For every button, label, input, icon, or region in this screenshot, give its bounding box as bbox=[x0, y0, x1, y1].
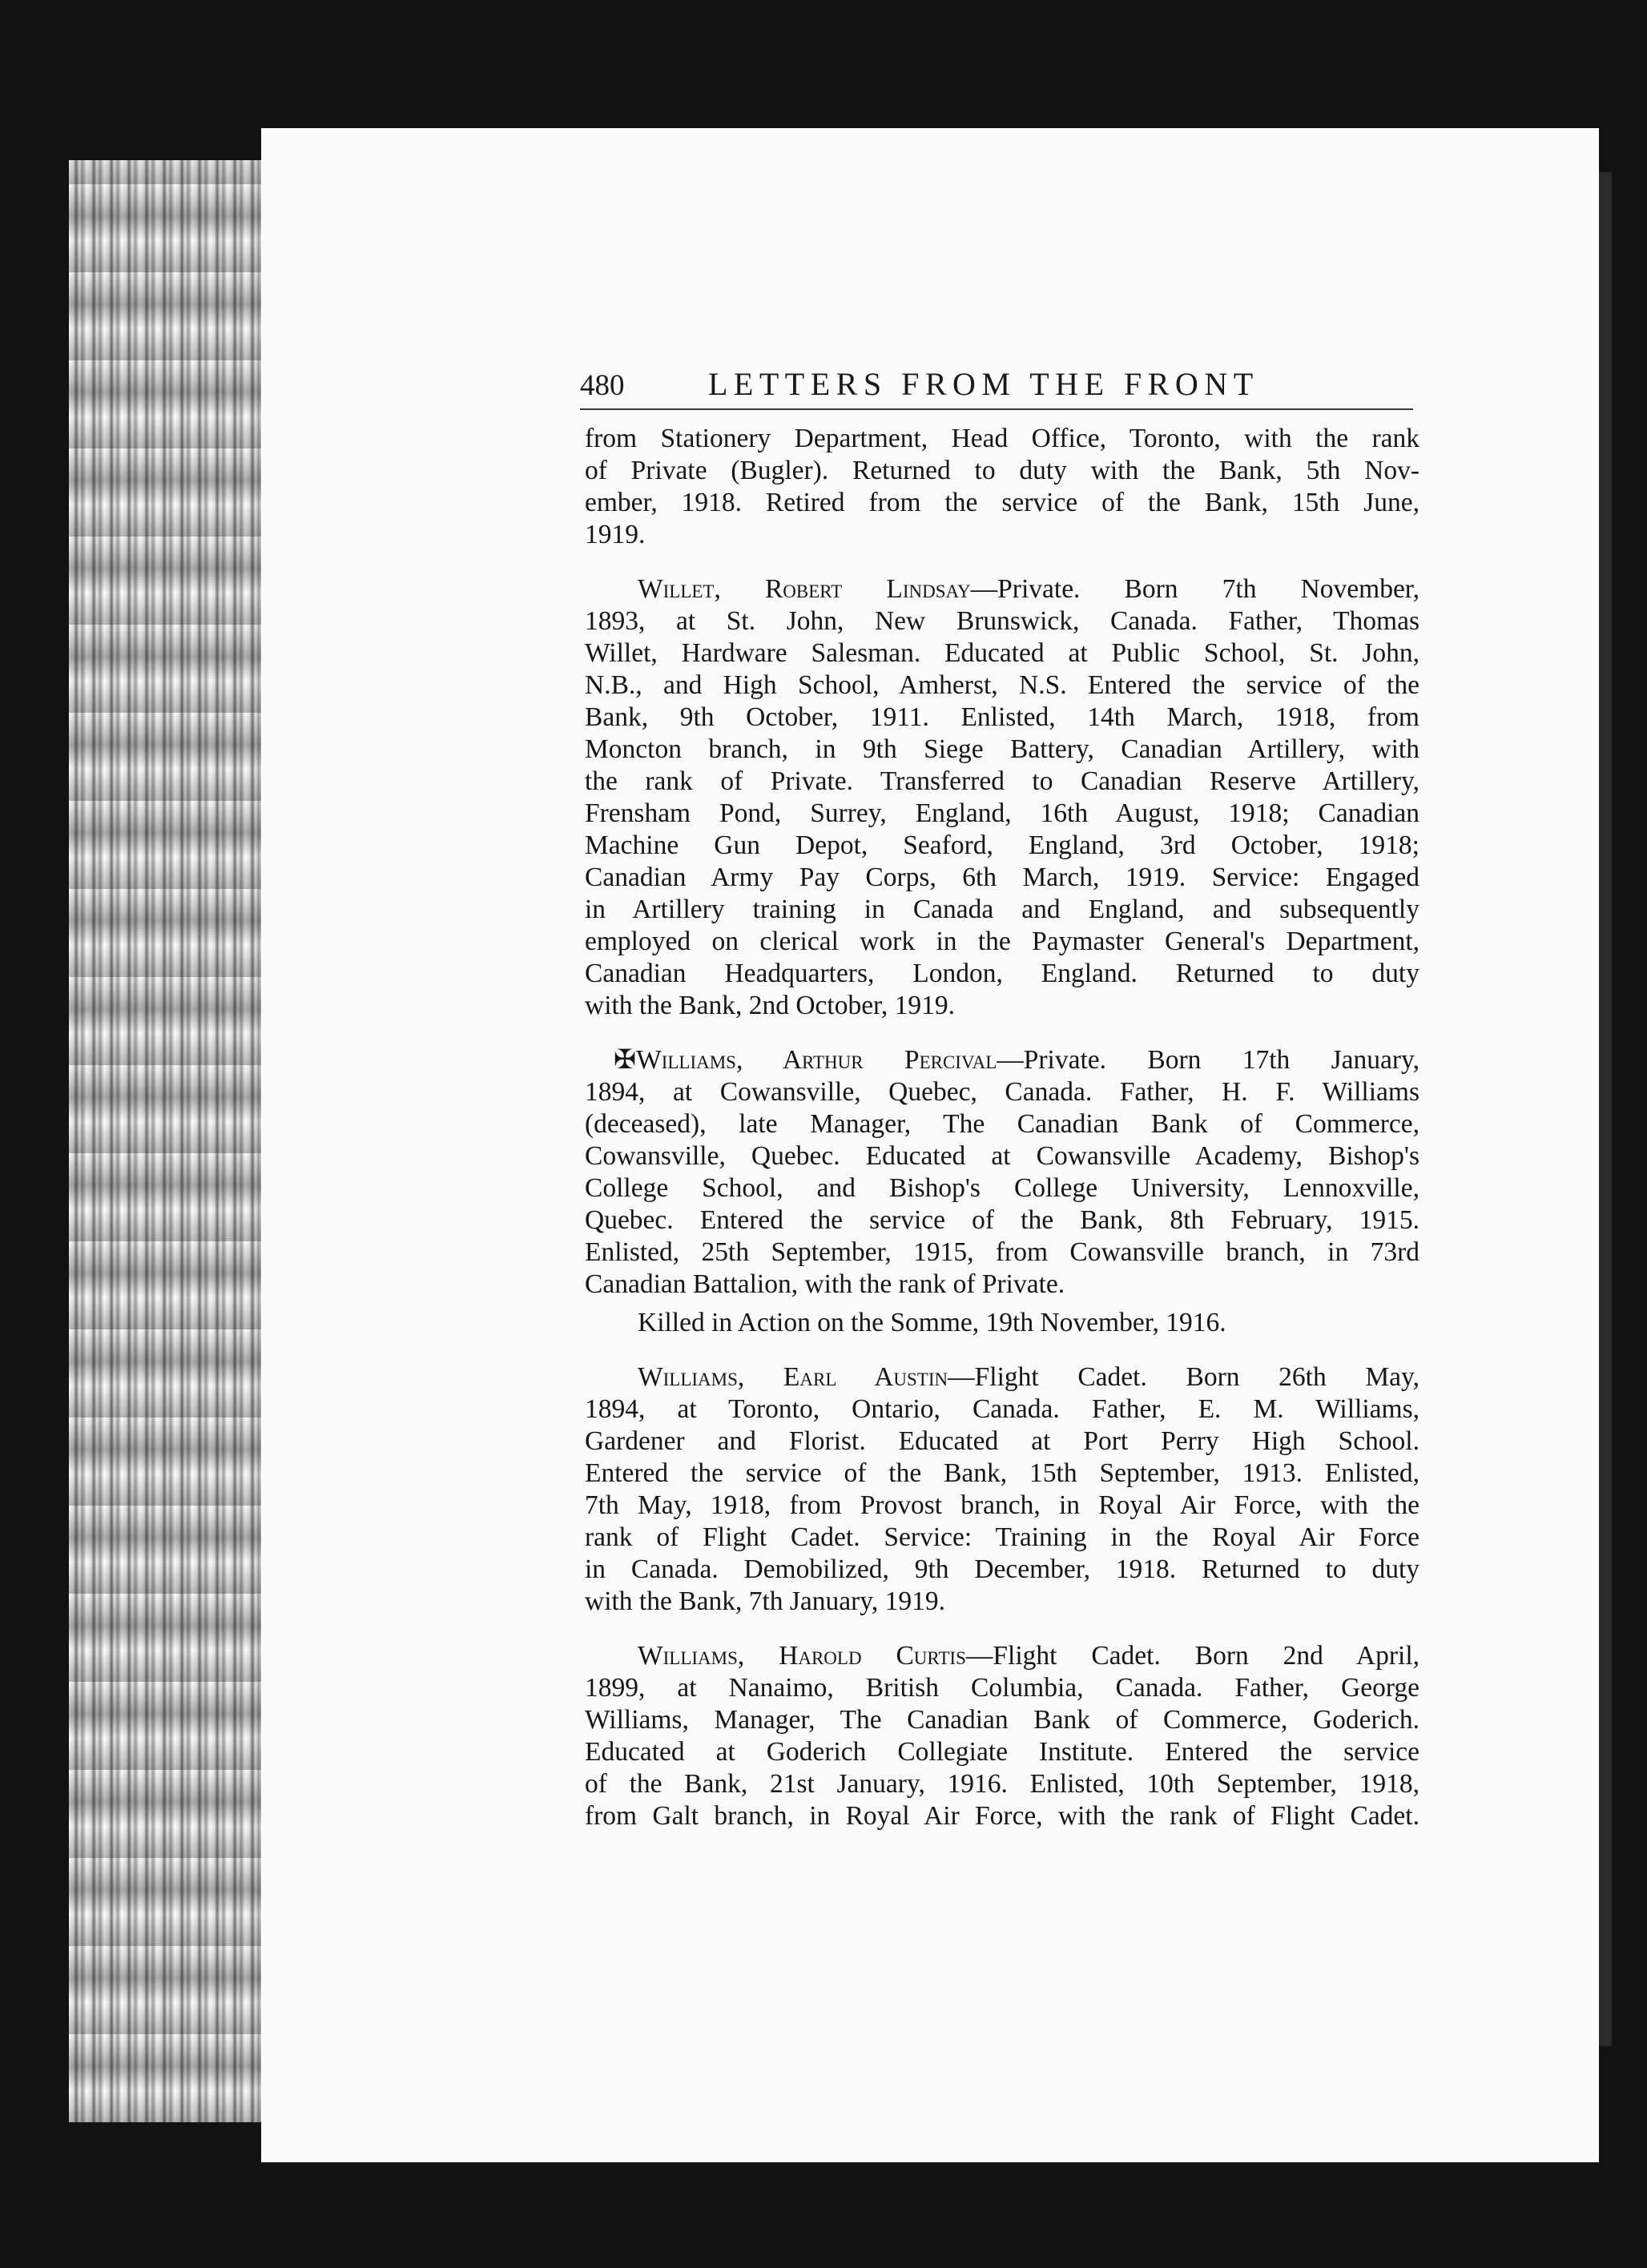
text-line: N.B., and High School, Amherst, N.S. Entered the service of the bbox=[585, 670, 1419, 700]
text-line: Machine Gun Depot, Seaford, England, 3rd October, 1918; bbox=[585, 830, 1419, 860]
text-line: of the Bank, 21st January, 1916. Enlisted, 10th September, 1918, bbox=[585, 1769, 1419, 1799]
text-line: 7th May, 1918, from Provost branch, in Royal Air Force, with the bbox=[585, 1490, 1419, 1520]
entry-first-line-rest: —Private. Born 17th January, bbox=[997, 1045, 1419, 1075]
entry-williams-earl bbox=[585, 1361, 1419, 1618]
entry-first-line-rest: —Flight Cadet. Born 26th May, bbox=[948, 1362, 1420, 1392]
entry-first-line bbox=[585, 1044, 1419, 1076]
text-line: Willet, Hardware Salesman. Educated at Public School, St. John, bbox=[585, 638, 1419, 668]
text-line: Cowansville, Quebec. Educated at Cowansville Academy, Bishop's bbox=[585, 1141, 1419, 1171]
text-line: Frensham Pond, Surrey, England, 16th August, 1918; Canadian bbox=[585, 798, 1419, 828]
page-body bbox=[585, 423, 1419, 1832]
text-line: employed on clerical work in the Paymaster General's Department, bbox=[585, 927, 1419, 956]
cross-mark-icon: ✠ bbox=[614, 1045, 637, 1075]
text-line: Moncton branch, in 9th Siege Battery, Canadian Artillery, with bbox=[585, 734, 1419, 764]
text-line: 1893, at St. John, New Brunswick, Canada. Father, Thomas bbox=[585, 606, 1419, 636]
facing-page-edge bbox=[1599, 172, 1612, 2046]
killed-in-action-note: Killed in Action on the Somme, 19th November, 1916. bbox=[638, 1308, 1226, 1337]
entry-willet bbox=[585, 573, 1419, 1022]
text-line: from Galt branch, in Royal Air Force, with the rank of Flight Cadet. bbox=[585, 1801, 1419, 1831]
text-line: in Canada. Demobilized, 9th December, 1918. Returned to duty bbox=[585, 1554, 1419, 1584]
text-line: Gardener and Florist. Educated at Port Perry High School. bbox=[585, 1426, 1419, 1456]
running-title: LETTERS FROM THE FRONT bbox=[708, 366, 1259, 402]
entry-continuation bbox=[585, 423, 1419, 551]
entry-name: Williams, Harold Curtis bbox=[638, 1641, 966, 1671]
text-line: (deceased), late Manager, The Canadian Bank of Commerce, bbox=[585, 1109, 1419, 1139]
text-line: 1894, at Toronto, Ontario, Canada. Father, E. M. Williams, bbox=[585, 1394, 1419, 1424]
text-line: Quebec. Entered the service of the Bank, 8th February, 1915. bbox=[585, 1205, 1419, 1235]
text-line: 1899, at Nanaimo, British Columbia, Canada. Father, George bbox=[585, 1673, 1419, 1703]
text-line: the rank of Private. Transferred to Canadian Reserve Artillery, bbox=[585, 766, 1419, 796]
text-line: of Private (Bugler). Returned to duty with the Bank, 5th Nov- bbox=[585, 456, 1419, 485]
entry-first-line bbox=[585, 573, 1419, 605]
text-line: with the Bank, 7th January, 1919. bbox=[585, 1586, 946, 1616]
text-line: Bank, 9th October, 1911. Enlisted, 14th March, 1918, from bbox=[585, 702, 1419, 732]
text-line: with the Bank, 2nd October, 1919. bbox=[585, 991, 955, 1020]
text-line: Williams, Manager, The Canadian Bank of Commerce, Goderich. bbox=[585, 1705, 1419, 1735]
running-header bbox=[580, 365, 1413, 410]
text-line: in Artillery training in Canada and England, and subsequently bbox=[585, 895, 1419, 924]
entry-first-line-rest: —Private. Born 7th November, bbox=[970, 574, 1419, 604]
text-line: College School, and Bishop's College University, Lennoxville, bbox=[585, 1173, 1419, 1203]
text-line: Enlisted, 25th September, 1915, from Cowansville branch, in 73rd bbox=[585, 1237, 1419, 1267]
entry-first-line bbox=[585, 1361, 1419, 1393]
page-edge-stack bbox=[69, 160, 261, 2122]
text-line: Canadian Battalion, with the rank of Private. bbox=[585, 1269, 1065, 1299]
entry-williams-harold bbox=[585, 1640, 1419, 1832]
text-line: Educated at Goderich Collegiate Institute. Entered the service bbox=[585, 1737, 1419, 1767]
text-line: from Stationery Department, Head Office, Toronto, with the rank bbox=[585, 424, 1419, 453]
text-line: ember, 1918. Retired from the service of the Bank, 15th June, bbox=[585, 488, 1419, 517]
text-line: Canadian Army Pay Corps, 6th March, 1919. Service: Engaged bbox=[585, 863, 1419, 892]
entry-name: Williams, Arthur Percival bbox=[636, 1045, 997, 1075]
text-line: Entered the service of the Bank, 15th September, 1913. Enlisted, bbox=[585, 1458, 1419, 1488]
page-number: 480 bbox=[580, 369, 625, 402]
entry-name: Willet, Robert Lindsay bbox=[638, 574, 971, 604]
text-line: Canadian Headquarters, London, England. Returned to duty bbox=[585, 959, 1419, 988]
entry-name: Williams, Earl Austin bbox=[638, 1362, 948, 1392]
header-rule bbox=[580, 408, 1413, 410]
entry-first-line bbox=[585, 1640, 1419, 1672]
text-line: 1919. bbox=[585, 520, 646, 549]
text-line: 1894, at Cowansville, Quebec, Canada. Father, H. F. Williams bbox=[585, 1077, 1419, 1107]
text-line: rank of Flight Cadet. Service: Training in the Royal Air Force bbox=[585, 1522, 1419, 1552]
entry-williams-arthur bbox=[585, 1044, 1419, 1339]
entry-first-line-rest: —Flight Cadet. Born 2nd April, bbox=[965, 1641, 1419, 1671]
